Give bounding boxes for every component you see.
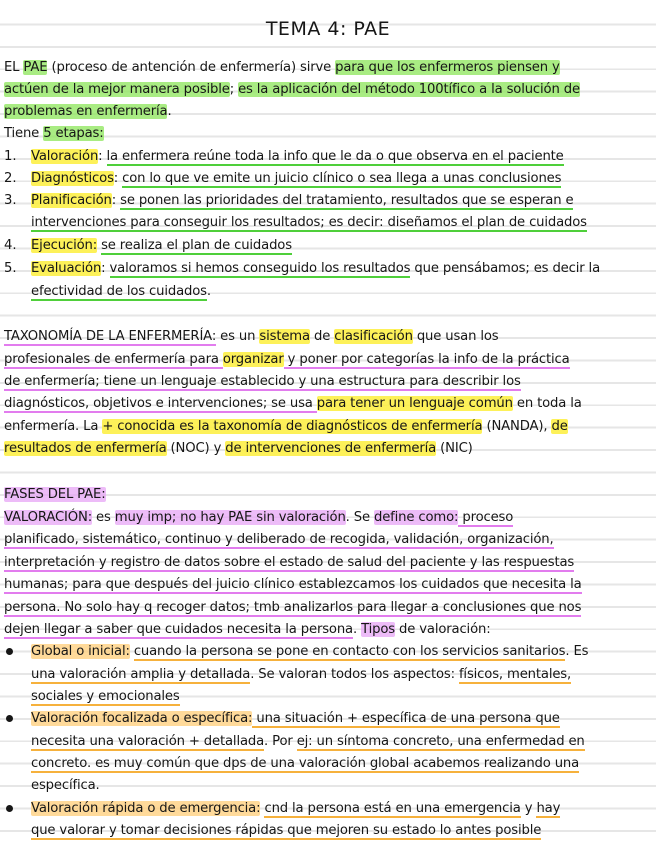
tipo-global-line-1: Global o inicial: cuando la persona se pone en contacto con los servicios sanitarios. Es bbox=[31, 644, 589, 659]
taxonomia-line-5: enfermería. La + conocida es la taxonomía de diagnósticos de enfermería (NANDA), de bbox=[4, 419, 568, 434]
valoracion-line-3: interpretación y registro de datos sobre el estado de salud del paciente y las respuestas bbox=[4, 555, 575, 570]
list-number: 1. bbox=[4, 149, 17, 164]
list-number: 3. bbox=[4, 193, 17, 208]
tipo-focalizada-line-4: específica. bbox=[31, 778, 100, 793]
tipo-focalizada-line-3: concreto. es muy común que dps de una valoración global acabemos realizando una bbox=[31, 756, 580, 771]
etapa-evaluacion-cont: efectividad de los cuidados. bbox=[31, 284, 211, 299]
tipo-emergencia-line-1: Valoración rápida o de emergencia: cnd la persona está en una emergencia y hay bbox=[31, 801, 561, 816]
highlight-pae: PAE bbox=[23, 60, 48, 75]
page-title: TEMA 4: PAE bbox=[265, 18, 391, 40]
taxonomia-line-3: de enfermería; tiene un lenguaje establecido y una estructura para describir los bbox=[4, 374, 521, 389]
intro-line-1: EL PAE (proceso de antención de enfermería) sirve para que los enfermeros piensen y bbox=[4, 60, 560, 75]
etapa-valoracion: Valoración: la enfermera reúne toda la info que le da o que observa en el paciente bbox=[31, 149, 564, 164]
etapa-diagnosticos: Diagnósticos: con lo que ve emite un juicio clínico o sea llega a unas conclusiones bbox=[31, 171, 562, 186]
tipo-global-line-3: sociales y emocionales bbox=[31, 689, 180, 704]
taxonomia-line-1: TAXONOMÍA DE LA ENFERMERÍA: es un sistema de clasificación que usan los bbox=[4, 329, 499, 344]
valoracion-line-5: persona. No solo hay q recoger datos; tmb analizarlos para llegar a conclusiones que nos bbox=[4, 600, 582, 615]
valoracion-line-4: humanas; para que después del juicio clínico establezcamos los cuidados que necesita la bbox=[4, 577, 582, 592]
intro-line-3: problemas en enfermería. bbox=[4, 104, 172, 119]
tipo-focalizada-line-1: Valoración focalizada o específica: una situación + específica de una persona que bbox=[31, 711, 560, 726]
fases-heading: FASES DEL PAE: bbox=[4, 487, 106, 502]
list-number: 2. bbox=[4, 171, 17, 186]
valoracion-line-6: dejen llegar a saber que cuidados necesita la persona. Tipos de valoración: bbox=[4, 622, 491, 637]
bullet-icon bbox=[6, 805, 13, 812]
etapa-ejecucion: Ejecución: se realiza el plan de cuidados bbox=[31, 238, 292, 253]
etapa-planificacion-cont: intervenciones para conseguir los resultados; es decir: diseñamos el plan de cuidados bbox=[31, 215, 587, 230]
list-number: 5. bbox=[4, 261, 17, 276]
etapa-evaluacion: Evaluación: valoramos si hemos conseguido los resultados que pensábamos; es decir la bbox=[31, 261, 601, 276]
valoracion-line-2: planificado, sistemático, continuo y deliberado de recogida, validación, organización, bbox=[4, 532, 554, 547]
etapa-planificacion: Planificación: se ponen las prioridades del tratamiento, resultados que se esperan e bbox=[31, 193, 574, 208]
tipo-emergencia-line-2: que valorar y tomar decisiones rápidas que mejoren su estado lo antes posible bbox=[31, 823, 542, 838]
taxonomia-line-2: profesionales de enfermería para organizar y poner por categorías la info de la práctica bbox=[4, 352, 570, 367]
taxonomia-line-6: resultados de enfermería (NOC) y de intervenciones de enfermería (NIC) bbox=[4, 441, 473, 456]
bullet-icon bbox=[6, 715, 13, 722]
tipo-global-line-2: una valoración amplia y detallada. Se valoran todos los aspectos: físicos, mentales, bbox=[31, 667, 572, 682]
taxonomia-line-4: diagnósticos, objetivos e intervenciones; se usa para tener un lenguaje común en toda la bbox=[4, 396, 582, 411]
taxonomia-heading: TAXONOMÍA DE LA ENFERMERÍA: bbox=[4, 329, 217, 344]
tipo-focalizada-line-2: necesita una valoración + detallada. Por ej: un síntoma concreto, una enfermedad en bbox=[31, 734, 585, 749]
list-number: 4. bbox=[4, 238, 17, 253]
bullet-icon bbox=[6, 648, 13, 655]
intro-line-4: Tiene 5 etapas: bbox=[4, 126, 104, 141]
valoracion-line-1: VALORACIÓN: es muy imp; no hay PAE sin valoración. Se define como: proceso bbox=[4, 510, 514, 525]
intro-line-2: actúen de la mejor manera posible; es la aplicación del método 100tífico a la solución de bbox=[4, 82, 580, 97]
